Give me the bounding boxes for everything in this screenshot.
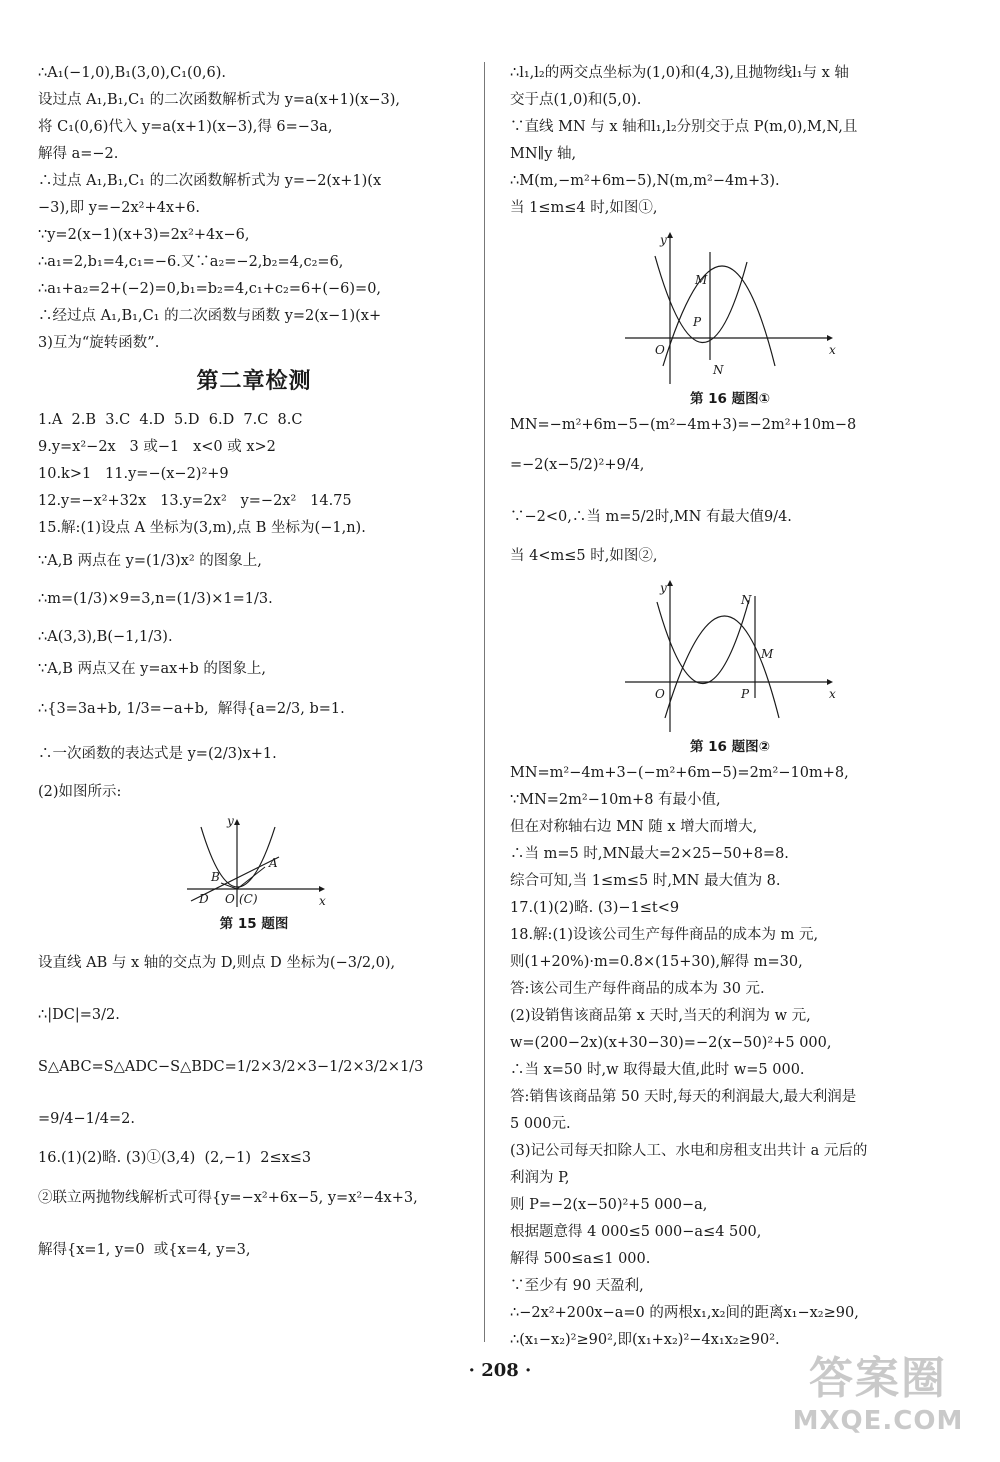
label-p: P: [693, 315, 702, 329]
label-m: M: [695, 273, 708, 287]
x-axis-arrow-icon: [827, 679, 833, 685]
text-line: ∴a₁=2,b₁=4,c₁=−6.又∵a₂=−2,b₂=4,c₂=6,: [38, 254, 344, 270]
text-line: 交于点(1,0)和(5,0).: [510, 92, 642, 108]
figure-16a-caption: 第 16 题图①: [689, 391, 771, 407]
text-line: =9/4−1/4=2.: [38, 1111, 135, 1127]
parabola-l2: [657, 600, 749, 684]
label-c: (C): [239, 892, 258, 906]
text-line: 3)互为“旋转函数”.: [38, 335, 160, 351]
text-line: 5 000元.: [510, 1116, 571, 1132]
parabola-l1: [663, 266, 775, 366]
text-line: 当 1≤m≤4 时,如图①,: [510, 200, 658, 216]
text-line: w=(200−2x)(x+30−30)=−2(x−50)²+5 000,: [510, 1035, 832, 1051]
text-line: ∴{3=3a+b, 1/3=−a+b, 解得{a=2/3, b=1.: [38, 701, 345, 717]
text-line: 则 P=−2(x−50)²+5 000−a,: [510, 1197, 708, 1213]
text-line: ∴A(3,3),B(−1,1/3).: [38, 629, 173, 645]
figure-16b-caption: 第 16 题图②: [689, 739, 771, 755]
text-line: (2)如图所示:: [38, 784, 122, 800]
text-line: ∴−2x²+200x−a=0 的两根x₁,x₂间的距离x₁−x₂≥90,: [510, 1305, 859, 1321]
text-line: 但在对称轴右边 MN 随 x 增大而增大,: [510, 819, 758, 835]
text-line: 设直线 AB 与 x 轴的交点为 D,则点 D 坐标为(−3/2,0),: [38, 955, 396, 971]
text-line: 解得 500≤a≤1 000.: [510, 1251, 651, 1267]
figure-15: [179, 815, 329, 911]
label-x: x: [829, 687, 836, 701]
label-y: y: [660, 581, 667, 595]
left-column: [38, 60, 470, 1276]
label-x: x: [319, 894, 326, 908]
y-axis-arrow-icon: [667, 580, 673, 586]
label-x: x: [829, 343, 836, 357]
text-line: MN=m²−4m+3−(−m²+6m−5)=2m²−10m+8,: [510, 765, 849, 781]
text-line: ∵MN=2m²−10m+8 有最小值,: [510, 792, 721, 808]
text-line: ∵y=2(x−1)(x+3)=2x²+4x−6,: [38, 227, 250, 243]
text-line: 设过点 A₁,B₁,C₁ 的二次函数解析式为 y=a(x+1)(x−3),: [38, 92, 401, 108]
text-line: ∴m=(1/3)×9=3,n=(1/3)×1=1/3.: [38, 591, 273, 607]
text-line: 1.A 2.B 3.C 4.D 5.D 6.D 7.C 8.C: [38, 412, 303, 428]
chapter-heading: 第二章检测: [196, 369, 312, 394]
text-line: 利润为 P,: [510, 1170, 570, 1186]
column-divider: [484, 62, 485, 1342]
right-column: [510, 60, 950, 1354]
figure-16b: [615, 574, 845, 734]
text-line: =−2(x−5/2)²+9/4,: [510, 457, 645, 473]
left-mid-block: [38, 407, 470, 811]
parabola-l2: [655, 256, 747, 343]
text-line: ②联立两抛物线解析式可得{y=−x²+6x−5, y=x²−4x+3,: [38, 1190, 418, 1206]
text-line: (2)设销售该商品第 x 天时,当天的利润为 w 元,: [510, 1008, 811, 1024]
text-line: ∴M(m,−m²+6m−5),N(m,m²−4m+3).: [510, 173, 780, 189]
left-top-block: [38, 60, 470, 357]
text-line: 18.解:(1)设该公司生产每件商品的成本为 m 元,: [510, 927, 819, 943]
watermark-main: 答案圈: [809, 1353, 947, 1404]
text-line: 则(1+20%)·m=0.8×(15+30),解得 m=30,: [510, 954, 803, 970]
right-mid-block: [510, 412, 950, 570]
label-d: D: [199, 892, 209, 906]
text-line: ∴当 m=5 时,MN最大=2×25−50+8=8.: [510, 846, 789, 862]
y-axis-arrow-icon: [667, 232, 673, 238]
label-n: N: [713, 363, 724, 377]
watermark-sub: MXQE.COM: [792, 1406, 964, 1436]
label-b: B: [211, 870, 220, 884]
text-line: 将 C₁(0,6)代入 y=a(x+1)(x−3),得 6=−3a,: [38, 119, 333, 135]
figure-16b-graph: [615, 574, 845, 734]
y-axis-arrow-icon: [234, 819, 240, 825]
figure-16a-graph: [615, 226, 845, 386]
text-line: ∵−2<0,∴当 m=5/2时,MN 有最大值9/4.: [510, 509, 792, 525]
x-axis-arrow-icon: [827, 335, 833, 341]
label-n: N: [741, 593, 752, 607]
right-top-block: [510, 60, 950, 222]
text-line: −3),即 y=−2x²+4x+6.: [38, 200, 200, 216]
segment-ac: [237, 867, 265, 889]
text-line: 根据题意得 4 000≤5 000−a≤4 500,: [510, 1224, 762, 1240]
page-number: · 208 ·: [468, 1360, 532, 1381]
text-line: MN∥y 轴,: [510, 146, 577, 162]
text-line: ∴当 x=50 时,w 取得最大值,此时 w=5 000.: [510, 1062, 805, 1078]
label-o: O: [655, 687, 665, 701]
text-line: MN=−m²+6m−5−(m²−4m+3)=−2m²+10m−8: [510, 417, 857, 433]
text-line: ∴a₁+a₂=2+(−2)=0,b₁=b₂=4,c₁+c₂=6+(−6)=0,: [38, 281, 382, 297]
text-line: ∴经过点 A₁,B₁,C₁ 的二次函数与函数 y=2(x−1)(x+: [38, 308, 382, 324]
text-line: 16.(1)(2)略. (3)①(3,4) (2,−1) 2≤x≤3: [38, 1150, 312, 1166]
label-o: O: [225, 892, 235, 906]
text-line: ∴|DC|=3/2.: [38, 1007, 120, 1023]
text-line: 9.y=x²−2x 3 或−1 x<0 或 x>2: [38, 439, 276, 455]
text-line: ∴(x₁−x₂)²≥90²,即(x₁+x₂)²−4x₁x₂≥90².: [510, 1332, 780, 1348]
text-line: (3)记公司每天扣除人工、水电和房租支出共计 a 元后的: [510, 1143, 868, 1159]
text-line: ∴l₁,l₂的两交点坐标为(1,0)和(4,3),且抛物线l₁与 x 轴: [510, 65, 849, 81]
text-line: ∵直线 MN 与 x 轴和l₁,l₂分别交于点 P(m,0),M,N,且: [510, 119, 858, 135]
text-line: ∴A₁(−1,0),B₁(3,0),C₁(0,6).: [38, 65, 226, 81]
label-y: y: [227, 815, 234, 828]
text-line: 17.(1)(2)略. (3)−1≤t<9: [510, 900, 680, 916]
label-o: O: [655, 343, 665, 357]
label-y: y: [660, 233, 667, 247]
text-line: 综合可知,当 1≤m≤5 时,MN 最大值为 8.: [510, 873, 781, 889]
text-line: ∴过点 A₁,B₁,C₁ 的二次函数解析式为 y=−2(x+1)(x: [38, 173, 382, 189]
text-line: ∴一次函数的表达式是 y=(2/3)x+1.: [38, 746, 277, 762]
text-line: 答:该公司生产每件商品的成本为 30 元.: [510, 981, 765, 997]
text-line: 15.解:(1)设点 A 坐标为(3,m),点 B 坐标为(−1,n).: [38, 520, 366, 536]
label-a: A: [269, 856, 278, 870]
text-line: 解得 a=−2.: [38, 146, 119, 162]
text-line: ∵A,B 两点又在 y=ax+b 的图象上,: [38, 661, 266, 677]
text-line: 12.y=−x²+32x 13.y=2x² y=−2x² 14.75: [38, 493, 352, 509]
figure-15-caption: 第 15 题图: [219, 916, 289, 932]
right-bottom-block: [510, 760, 950, 1354]
text-line: 解得{x=1, y=0 或{x=4, y=3,: [38, 1242, 251, 1258]
text-line: 当 4<m≤5 时,如图②,: [510, 548, 658, 564]
label-m: M: [761, 647, 774, 661]
label-p: P: [741, 687, 750, 701]
figure-15-graph: [179, 815, 329, 911]
x-axis-arrow-icon: [319, 886, 325, 892]
figure-16a: [615, 226, 845, 386]
text-line: ∵A,B 两点在 y=(1/3)x² 的图象上,: [38, 553, 262, 569]
text-line: 答:销售该商品第 50 天时,每天的利润最大,最大利润是: [510, 1089, 857, 1105]
watermark-logo: [778, 1342, 978, 1452]
text-line: 10.k>1 11.y=−(x−2)²+9: [38, 466, 229, 482]
text-line: ∵至少有 90 天盈利,: [510, 1278, 644, 1294]
text-line: S△ABC=S△ADC−S△BDC=1/2×3/2×3−1/2×3/2×1/3: [38, 1059, 424, 1075]
left-bottom-block: [38, 937, 470, 1276]
